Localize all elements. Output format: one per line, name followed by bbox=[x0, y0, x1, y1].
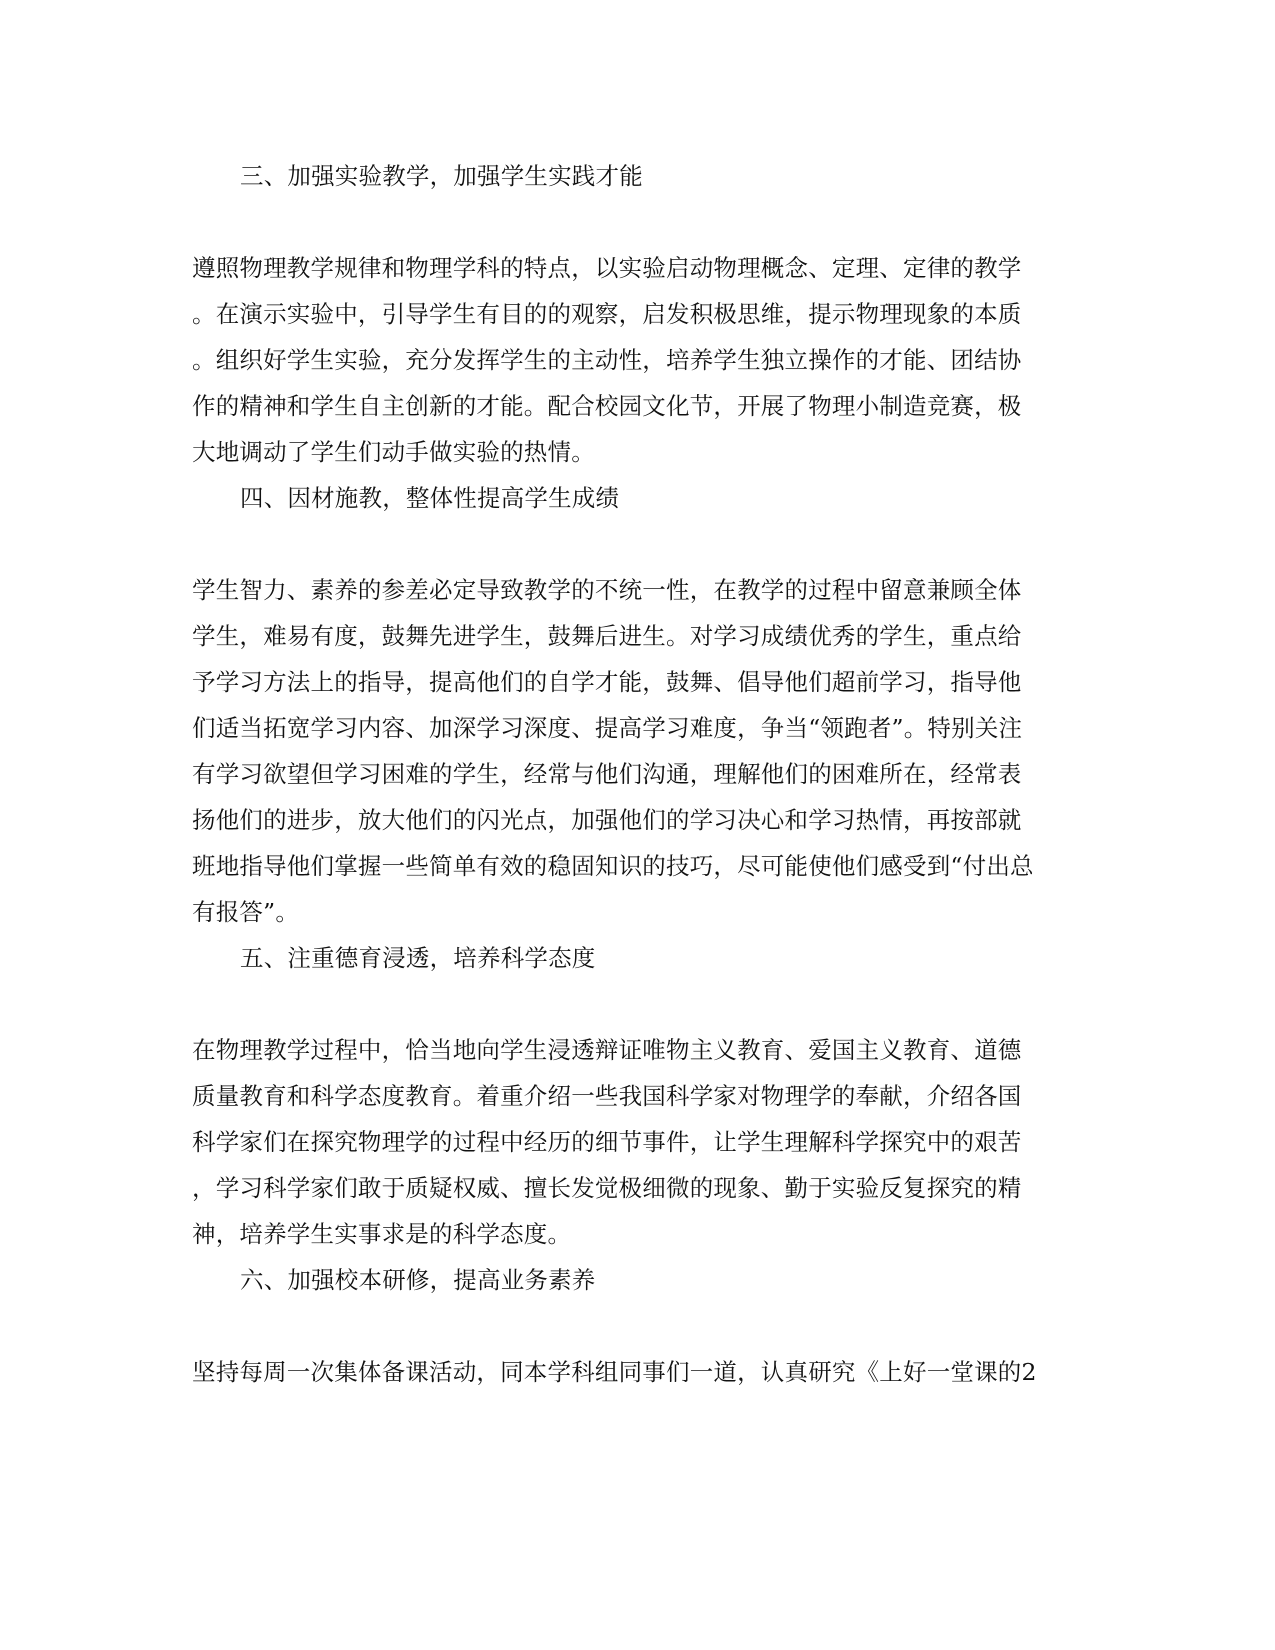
paragraph-line: 科学家们在探究物理学的过程中经历的细节事件，让学生理解科学探究中的艰苦 bbox=[192, 1128, 1022, 1156]
section-heading-6: 六、加强校本研修，提高业务素养 bbox=[240, 1266, 596, 1294]
paragraph-line: 有学习欲望但学习困难的学生，经常与他们沟通，理解他们的困难所在，经常表 bbox=[192, 760, 1022, 788]
paragraph-line: 坚持每周一次集体备课活动，同本学科组同事们一道，认真研究《上好一堂课的2 bbox=[192, 1358, 1037, 1386]
section-heading-3: 三、加强实验教学，加强学生实践才能 bbox=[240, 162, 643, 190]
section-heading-5: 五、注重德育浸透，培养科学态度 bbox=[240, 944, 596, 972]
paragraph-line: ，学习科学家们敢于质疑权威、擅长发觉极细微的现象、勤于实验反复探究的精 bbox=[192, 1174, 1022, 1202]
paragraph-line: 们适当拓宽学习内容、加深学习深度、提高学习难度，争当“领跑者”。特别关注 bbox=[192, 714, 1023, 742]
paragraph-line: 。组织好学生实验，充分发挥学生的主动性，培养学生独立操作的才能、团结协 bbox=[192, 346, 1022, 374]
paragraph-line: 在物理教学过程中，恰当地向学生浸透辩证唯物主义教育、爱国主义教育、道德 bbox=[192, 1036, 1022, 1064]
paragraph-line: 学生智力、素养的参差必定导致教学的不统一性，在教学的过程中留意兼顾全体 bbox=[192, 576, 1022, 604]
paragraph-line: 学生，难易有度，鼓舞先进学生，鼓舞后进生。对学习成绩优秀的学生，重点给 bbox=[192, 622, 1022, 650]
paragraph-line: 有报答”。 bbox=[192, 898, 300, 926]
section-heading-4: 四、因材施教，整体性提高学生成绩 bbox=[240, 484, 620, 512]
paragraph-line: 遵照物理教学规律和物理学科的特点，以实验启动物理概念、定理、定律的教学 bbox=[192, 254, 1022, 282]
paragraph-line: 扬他们的进步，放大他们的闪光点，加强他们的学习决心和学习热情，再按部就 bbox=[192, 806, 1022, 834]
paragraph-line: 神，培养学生实事求是的科学态度。 bbox=[192, 1220, 572, 1248]
paragraph-line: 大地调动了学生们动手做实验的热情。 bbox=[192, 438, 595, 466]
paragraph-line: 质量教育和科学态度教育。着重介绍一些我国科学家对物理学的奉献，介绍各国 bbox=[192, 1082, 1022, 1110]
paragraph-line: 班地指导他们掌握一些简单有效的稳固知识的技巧，尽可能使他们感受到“付出总 bbox=[192, 852, 1034, 880]
paragraph-line: 予学习方法上的指导，提高他们的自学才能，鼓舞、倡导他们超前学习，指导他 bbox=[192, 668, 1022, 696]
paragraph-line: 作的精神和学生自主创新的才能。配合校园文化节，开展了物理小制造竞赛，极 bbox=[192, 392, 1022, 420]
paragraph-line: 。在演示实验中，引导学生有目的的观察，启发积极思维，提示物理现象的本质 bbox=[192, 300, 1022, 328]
